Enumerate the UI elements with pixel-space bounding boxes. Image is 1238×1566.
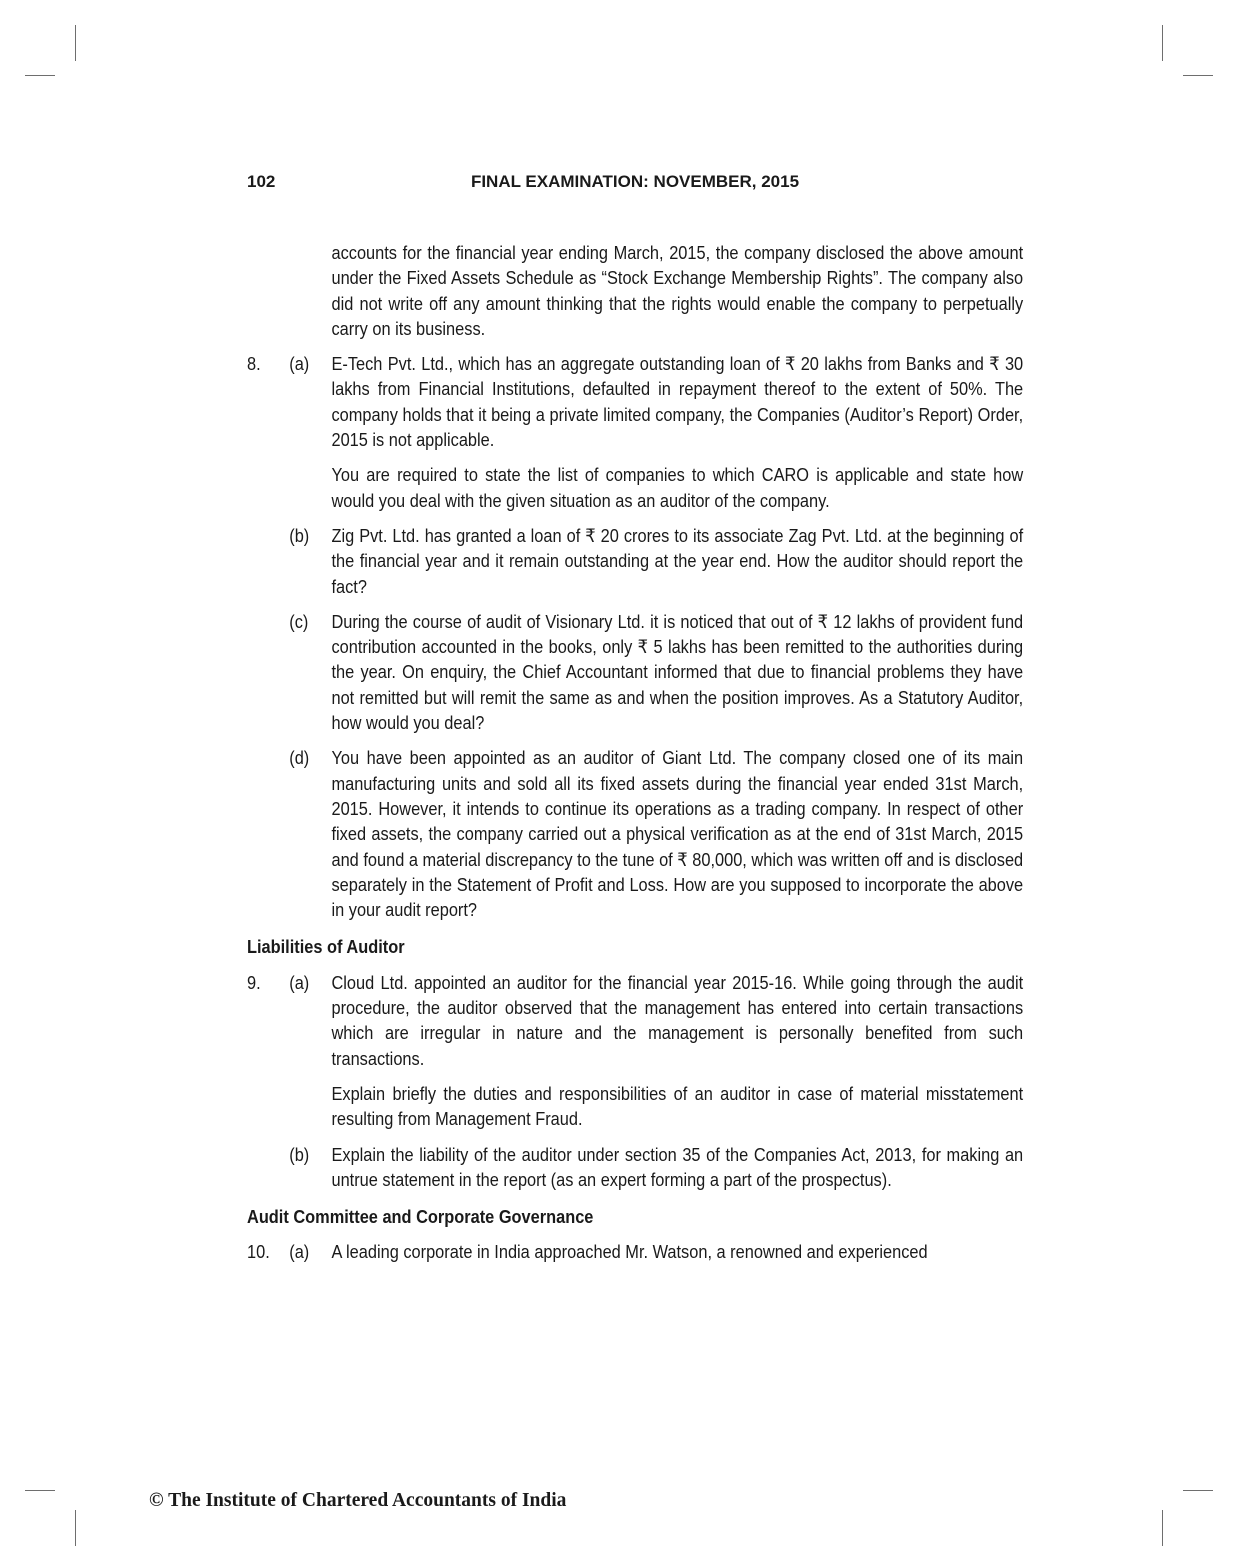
question-number: 8. (247, 353, 261, 375)
question-8d (247, 745, 1023, 922)
page-content (247, 240, 1023, 1265)
crop-mark-bottom-left-h (25, 1490, 55, 1491)
sub-label: (b) (289, 1143, 310, 1165)
question-text: Cloud Ltd. appointed an auditor for the financial year 2015-16. While going through the audit procedure, the auditor observed that the management has entered into certain transactions which are irregular in nature and the management is personally benefited from such transactions. (331, 971, 1024, 1069)
page-header (247, 172, 1023, 194)
crop-mark-top-left (75, 25, 76, 61)
question-8a-follow: You are required to state the list of companies to which CARO is applicable and state how would you deal with the given situation as an auditor of the company. (331, 464, 1024, 511)
question-9b (247, 1142, 1023, 1193)
crop-mark-top-left-h (25, 75, 55, 76)
crop-mark-bottom-right (1162, 1510, 1163, 1546)
question-text: Explain the liability of the auditor under section 35 of the Companies Act, 2013, for making an untrue statement in the report (as an expert forming a part of the prospectus). (331, 1143, 1024, 1190)
question-text: E-Tech Pvt. Ltd., which has an aggregate outstanding loan of ₹ 20 lakhs from Banks and ₹ 30 lakhs from Financial Institutions, defaulted in repayment thereof to the extent of 50%. The company holds that it being a private limited company, the Companies (Auditor’s Report) Order, 2015 is not applicable. (331, 353, 1024, 451)
sub-label: (a) (289, 353, 310, 375)
question-10a (247, 1239, 1023, 1264)
question-8c (247, 609, 1023, 735)
section-heading-audit-committee: Audit Committee and Corporate Governance (247, 1206, 594, 1228)
question-8a (247, 351, 1023, 452)
sub-label: (d) (289, 747, 310, 769)
page-number: 102 (247, 172, 276, 191)
question-9a-follow: Explain briefly the duties and responsibilities of an auditor in case of material misstatement resulting from Management Fraud. (331, 1082, 1024, 1130)
question-text: A leading corporate in India approached Mr. Watson, a renowned and experienced (331, 1241, 928, 1263)
question-text: Zig Pvt. Ltd. has granted a loan of ₹ 20 crores to its associate Zag Pvt. Ltd. at the beginning of the financial year and it remain outstanding at the year end. How the auditor should report the fact? (331, 524, 1024, 597)
section-heading-liabilities: Liabilities of Auditor (247, 936, 405, 958)
question-text: You have been appointed as an auditor of Giant Ltd. The company closed one of its main manufacturing units and sold all its fixed assets during the financial year ended 31st March, 2015. However, it intends to continue its operations as a trading company. In respect of other fixed assets, the company carried out a physical verification as at the end of 31st March, 2015 and found a material discrepancy to the tune of ₹ 80,000, which was written off and is disclosed separately in the Statement of Profit and Loss. How are you supposed to incorporate the above in your audit report? (331, 747, 1024, 921)
sub-label: (c) (289, 610, 309, 632)
crop-mark-top-right-h (1183, 75, 1213, 76)
sub-label: (a) (289, 971, 310, 993)
question-number: 9. (247, 971, 261, 993)
question-text: During the course of audit of Visionary Ltd. it is noticed that out of ₹ 12 lakhs of provident fund contribution accounted in the books, only ₹ 5 lakhs has been remitted to the authorities during the year. On enquiry, the Chief Accountant informed that due to financial problems they have not remitted but will remit the same as and when the position improves. As a Statutory Auditor, how would you deal? (331, 610, 1024, 734)
question-number: 10. (247, 1241, 270, 1263)
question-9a (247, 970, 1023, 1071)
crop-mark-bottom-left (75, 1510, 76, 1546)
sub-label: (a) (289, 1241, 310, 1263)
question-8b (247, 523, 1023, 599)
crop-mark-top-right (1162, 25, 1163, 61)
copyright-footer: © The Institute of Chartered Accountants of India (149, 1490, 567, 1511)
sub-label: (b) (289, 524, 310, 546)
crop-mark-bottom-right-h (1183, 1490, 1213, 1491)
exam-title: FINAL EXAMINATION: NOVEMBER, 2015 (470, 172, 800, 191)
intro-paragraph: accounts for the financial year ending March, 2015, the company disclosed the above amount under the Fixed Assets Schedule as “Stock Exchange Membership Rights”. The company also did not write off any amount thinking that the rights would enable the company to perpetually carry on its business. (331, 242, 1024, 339)
